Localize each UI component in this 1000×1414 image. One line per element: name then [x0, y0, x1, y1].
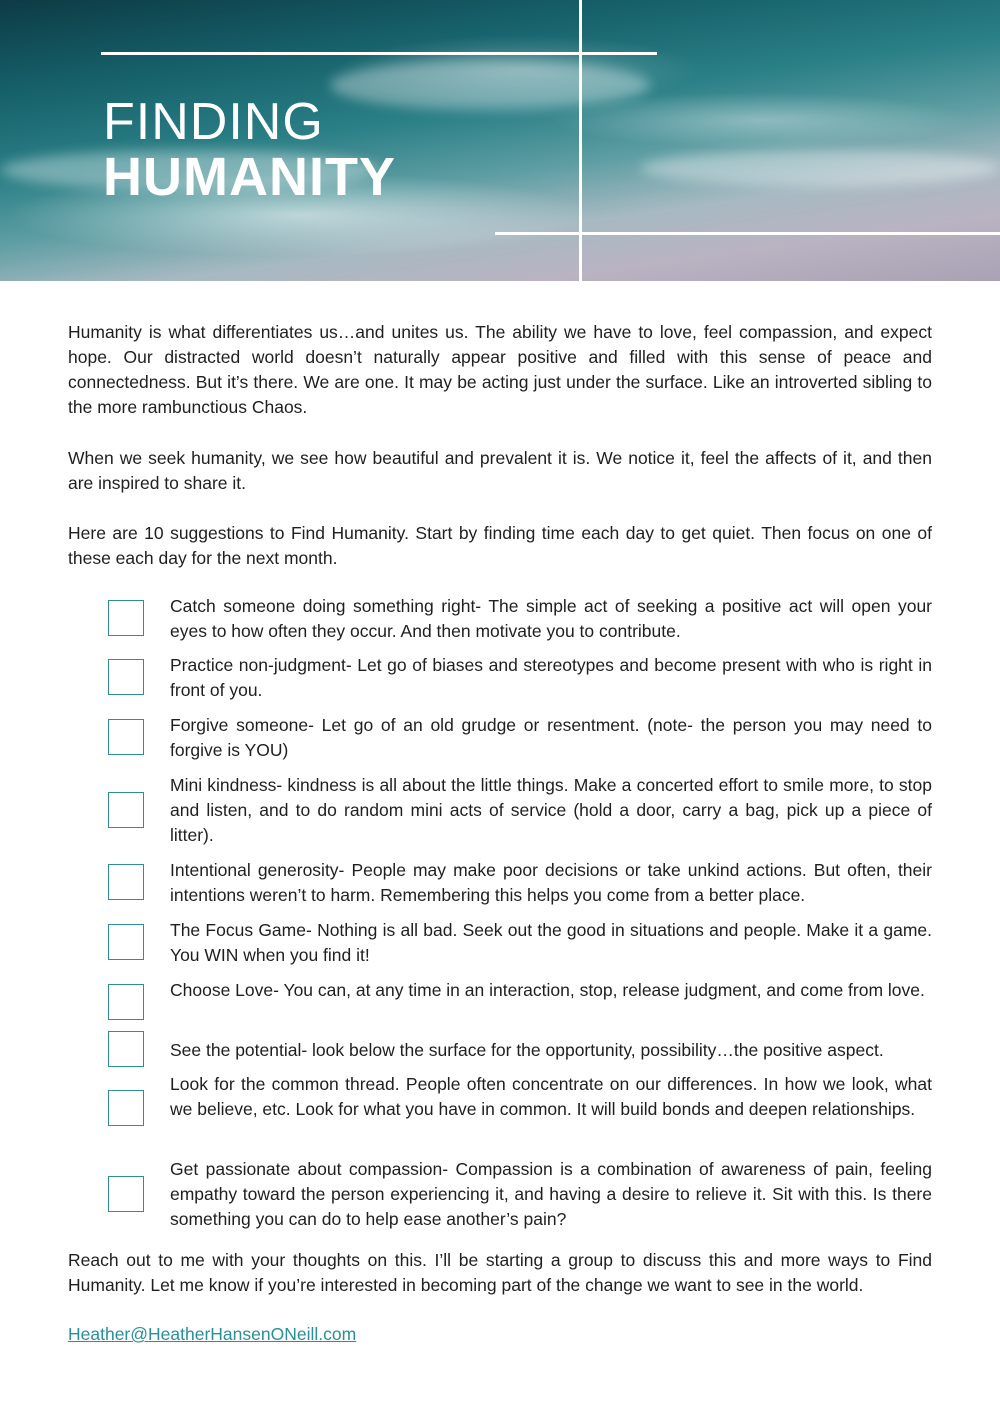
- checklist-item-text: Practice non-judgment- Let go of biases and stereotypes and become present with who is right in front of you.: [170, 655, 932, 700]
- contact-email-link[interactable]: Heather@HeatherHansenONeill.com: [68, 1324, 357, 1344]
- checkbox[interactable]: [108, 984, 144, 1020]
- checkbox[interactable]: [108, 864, 144, 900]
- checklist-item-text: The Focus Game- Nothing is all bad. Seek out the good in situations and people. Make it a game. You WIN when you find it!: [170, 920, 932, 965]
- checklist-item-text: Get passionate about compassion- Compassion is a combination of awareness of pain, feeling empathy toward the person experiencing it, and having a desire to relieve it. Sit with this. Is there something you can do to help ease another’s pain?: [170, 1159, 932, 1229]
- intro-paragraph: Here are 10 suggestions to Find Humanity. Start by finding time each day to get quiet. Then focus on one of these each day for the next month.: [68, 523, 932, 568]
- checkbox[interactable]: [108, 1176, 144, 1212]
- wave-foam: [640, 150, 1000, 186]
- header-rule-top: [101, 52, 657, 55]
- checkbox[interactable]: [108, 1090, 144, 1126]
- checkbox[interactable]: [108, 924, 144, 960]
- checklist-item-text: Catch someone doing something right- The simple act of seeking a positive act will open your eyes to how often they occur. And then motivate you to contribute.: [170, 596, 932, 641]
- checklist-item-text: See the potential- look below the surface for the opportunity, possibility…the positive aspect.: [170, 1040, 884, 1060]
- closing-paragraph: Reach out to me with your thoughts on this. I’ll be starting a group to discuss this and more ways to Find Humanity. Let me know if you’re interested in becoming part of the change we want to see in the world.: [68, 1250, 932, 1295]
- header-rule-vertical: [579, 0, 582, 281]
- checklist-item-text: Mini kindness- kindness is all about the little things. Make a concerted effort to smile more, to stop and listen, and to do random mini acts of service (hold a door, carry a bag, pick up a piece of litter).: [170, 775, 932, 845]
- ocean-header-image: [0, 0, 1000, 281]
- checklist-item-text: Intentional generosity- People may make poor decisions or take unkind actions. But often, their intentions weren’t to harm. Remembering this helps you come from a better place.: [170, 860, 932, 905]
- checklist-item-text: Look for the common thread. People often concentrate on our differences. In how we look, what we believe, etc. Look for what you have in common. It will build bonds and deepen relationships.: [170, 1074, 932, 1119]
- title-line-humanity: HUMANITY: [103, 147, 396, 207]
- header-rule-bottom: [495, 232, 1000, 235]
- checkbox[interactable]: [108, 600, 144, 636]
- intro-paragraph: Humanity is what differentiates us…and unites us. The ability we have to love, feel compassion, and expect hope. Our distracted world doesn’t naturally appear positive and filled with this sense of peace and connectedness. But it’s there. We are one. It may be acting just under the surface. Like an introverted sibling to the more rambunctious Chaos.: [68, 322, 932, 417]
- checkbox[interactable]: [108, 792, 144, 828]
- intro-paragraph: When we seek humanity, we see how beautiful and prevalent it is. We notice it, feel the affects of it, and then are inspired to share it.: [68, 448, 932, 493]
- checkbox[interactable]: [108, 659, 144, 695]
- checklist-item-text: Choose Love- You can, at any time in an interaction, stop, release judgment, and come from love.: [170, 980, 925, 1000]
- checkbox[interactable]: [108, 1031, 144, 1067]
- wave-foam: [330, 60, 650, 110]
- title-line-finding: FINDING: [103, 93, 324, 151]
- checklist-item-text: Forgive someone- Let go of an old grudge or resentment. (note- the person you may need to forgive is YOU): [170, 715, 932, 760]
- checkbox[interactable]: [108, 719, 144, 755]
